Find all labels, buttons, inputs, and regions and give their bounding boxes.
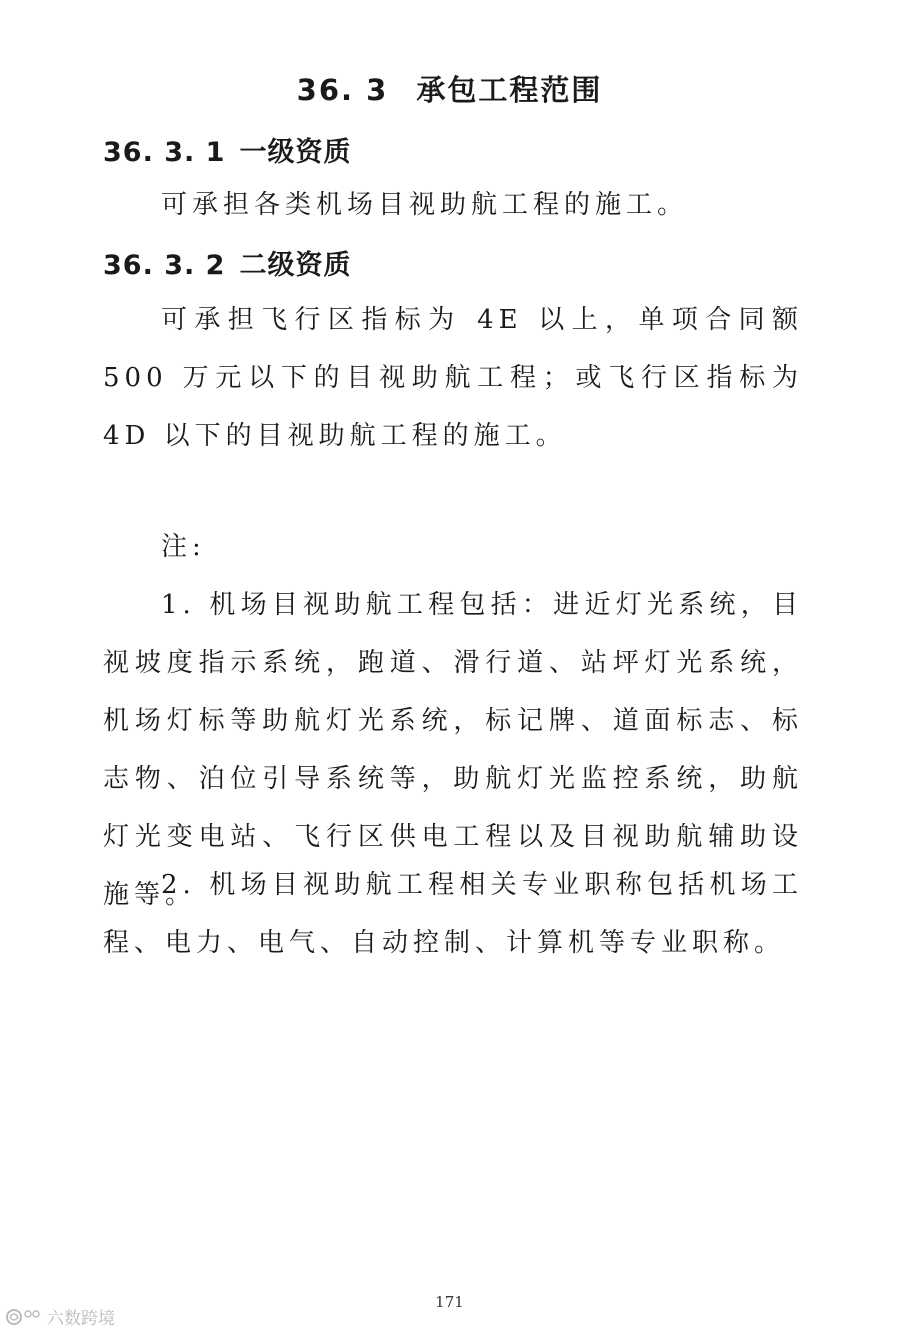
note-item-1: 1. 机场目视助航工程包括：进近灯光系统，目视坡度指示系统，跑道、滑行道、站坪灯光系统，机场灯标等助航灯光系统，标记牌、道面标志、标志物、泊位引导系统等，助航灯光监控系统，助航灯光变电站、飞行区供电工程以及目视助航辅助设施等。 xyxy=(103,590,803,910)
subsection-title: 二级资质 xyxy=(239,250,352,281)
subsection-heading-1 xyxy=(103,130,351,169)
section-title-text: 承包工程范围 xyxy=(416,73,603,107)
notes-label: 注: xyxy=(161,532,206,562)
watermark-text: 六数跨境 xyxy=(47,1309,115,1329)
section-title xyxy=(0,68,899,109)
watermark xyxy=(4,1304,115,1329)
subsection-title: 一级资质 xyxy=(239,137,352,168)
subsection-body-2: 可承担飞行区指标为 4E 以上，单项合同额 500 万元以下的目视助航工程；或飞行区指标为 4D 以下的目视助航工程的施工。 xyxy=(103,305,803,451)
brand-logo-icon xyxy=(4,1307,42,1327)
note-item-2: 2. 机场目视助航工程相关专业职称包括机场工程、电力、电气、自动控制、计算机等专业职称。 xyxy=(103,870,803,958)
subsection-number: 36. 3. 1 xyxy=(103,137,226,168)
subsection-heading-2 xyxy=(103,243,351,282)
subsection-body-1: 可承担各类机场目视助航工程的施工。 xyxy=(161,190,689,220)
subsection-number: 36. 3. 2 xyxy=(103,250,226,281)
page-number: 171 xyxy=(435,1293,464,1311)
section-number: 36. 3 xyxy=(296,73,389,107)
